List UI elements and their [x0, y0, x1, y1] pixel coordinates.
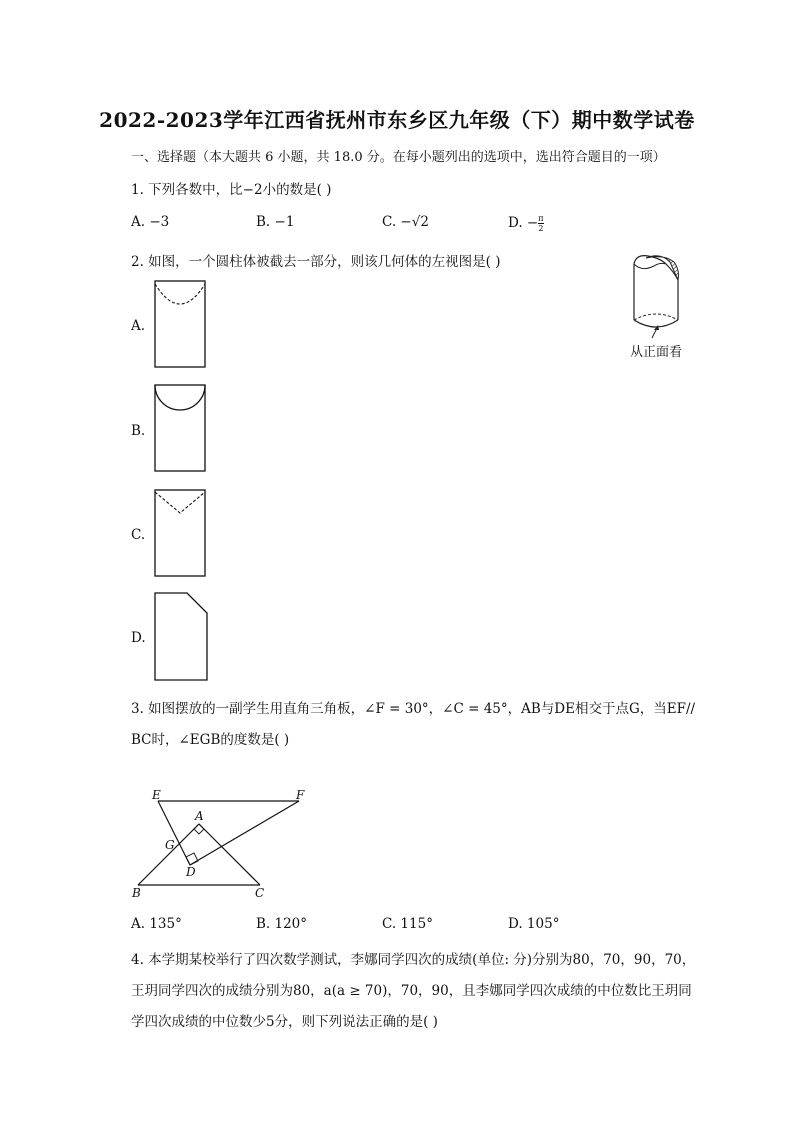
- section-heading: 一、选择题（本大题共 6 小题，共 18.0 分。在每小题列出的选项中，选出符合题目的一项）: [131, 150, 666, 165]
- label-d: D: [186, 865, 196, 879]
- q2-option-d-figure: [154, 592, 210, 684]
- q2-option-c-label: C.: [131, 527, 146, 543]
- figure-caption: 从正面看: [630, 345, 683, 360]
- label-a: A: [195, 809, 204, 823]
- q2-option-d-label: D.: [131, 630, 146, 646]
- q1-option-d-denominator: 2: [538, 224, 544, 233]
- q1-option-d-numerator: π: [538, 214, 544, 223]
- q2-option-b-figure: [154, 384, 208, 474]
- question-2-stem: 2. 如图，一个圆柱体被截去一部分，则该几何体的左视图是( ): [131, 254, 501, 270]
- cylinder-cut-curve: [634, 263, 666, 268]
- cylinder-bottom-front: [634, 320, 678, 327]
- q1-option-d-prefix: D. −: [508, 215, 539, 231]
- question-3-stem-line2: BC时，∠EGB的度数是( ): [131, 732, 290, 748]
- question-4-line1: 4. 本学期某校举行了四次数学测试，李娜同学四次的成绩(单位: 分)分别为80，70，90，70，: [131, 952, 696, 968]
- question-3-stem-line1: 3. 如图摆放的一副学生用直角三角板，∠F = 30°，∠C = 45°，AB与DE相交于点G，当EF//: [131, 701, 696, 717]
- q3-option-d: D. 105°: [508, 916, 560, 932]
- question-4-line3: 学四次成绩的中位数少5分，则下列说法正确的是( ): [131, 1014, 438, 1030]
- label-b: B: [132, 886, 141, 900]
- cylinder-figure: [620, 250, 700, 340]
- q2-option-c-figure: [154, 489, 208, 579]
- q2-option-b-label: B.: [131, 423, 146, 439]
- q3-option-a: A. 135°: [131, 916, 182, 932]
- question-4-line2: 王玥同学四次的成绩分别为80，a(a ≥ 70)，70，90，且李娜同学四次成绩的中位数比王玥同: [131, 983, 692, 999]
- q2-option-a-label: A.: [131, 318, 146, 334]
- q2-option-a-figure: [154, 280, 208, 370]
- q1-option-c: C. −√2: [382, 214, 429, 230]
- label-e: E: [152, 788, 161, 802]
- q3-option-c: C. 115°: [382, 916, 433, 932]
- label-f: F: [296, 788, 305, 802]
- q1-option-d: [508, 214, 544, 233]
- q1-option-a: A. −3: [131, 214, 170, 230]
- label-c: C: [255, 886, 265, 900]
- q3-option-b: B. 120°: [256, 916, 308, 932]
- page-title: 2022-2023学年江西省抚州市东乡区九年级（下）期中数学试卷: [99, 108, 695, 132]
- q1-option-b: B. −1: [256, 214, 295, 230]
- triangle-figure: [128, 786, 318, 900]
- question-1-stem: 1. 下列各数中，比−2小的数是( ): [131, 182, 332, 198]
- label-g: G: [165, 838, 175, 852]
- cylinder-bottom-back: [634, 314, 678, 320]
